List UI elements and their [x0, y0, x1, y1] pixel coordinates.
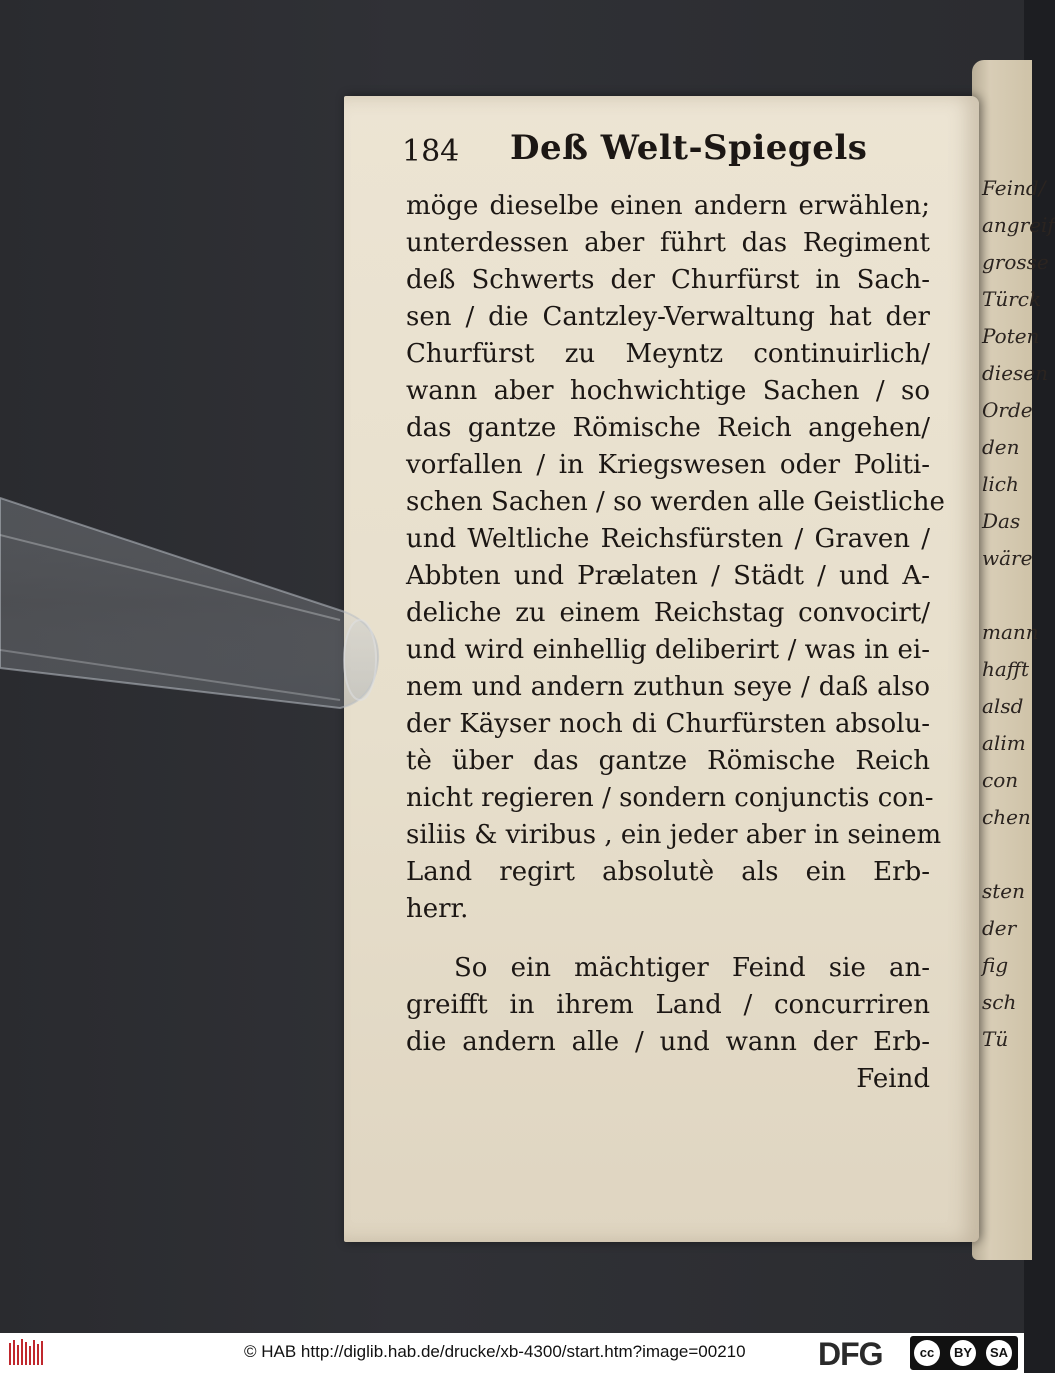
- text-line: deß Schwerts der Churfürst in Sach-: [406, 265, 930, 295]
- text-line: nem und andern zuthun seye / daß also: [406, 672, 930, 702]
- text-line: nicht regieren / sondern conjunctis con-: [406, 783, 934, 813]
- facing-page-fragment: lich: [982, 472, 1019, 496]
- facing-page-fragment: hafft: [982, 657, 1030, 681]
- text-line: unterdessen aber führt das Regiment: [406, 228, 930, 258]
- facing-page-fragment: [982, 836, 1028, 873]
- footer-bar: [0, 1333, 1024, 1373]
- text-line: möge dieselbe einen andern erwählen;: [406, 191, 930, 221]
- facing-page-fragment: Poten: [982, 324, 1040, 348]
- text-line: die andern alle / und wann der Erb-: [406, 1027, 930, 1057]
- facing-page-fragment: alim: [982, 731, 1026, 755]
- text-line: das gantze Römische Reich angehen/: [406, 413, 930, 443]
- text-line: und wird einhellig deliberirt / was in ei-: [406, 635, 930, 665]
- facing-page-fragment: wäre: [982, 546, 1033, 570]
- text-line: Land regirt absolutè als ein Erb-: [406, 857, 930, 887]
- dfg-logo: DFG: [818, 1336, 883, 1372]
- facing-page-fragment: Das: [982, 509, 1021, 533]
- facing-page-fragment: [982, 577, 1028, 614]
- facing-page-fragment: diesen: [982, 361, 1049, 385]
- facing-page-fragment: sch: [982, 990, 1017, 1014]
- running-head: Deß Welt-Spiegels: [510, 128, 868, 168]
- facing-page-fragment: Feind/: [982, 176, 1046, 200]
- facing-page-text: [982, 170, 1055, 1058]
- page-header: [402, 128, 942, 178]
- hab-library-logo: [8, 1337, 46, 1369]
- text-line: Abbten und Prælaten / Städt / und A-: [406, 561, 930, 591]
- facing-page-fragment: der: [982, 916, 1017, 940]
- facing-page-fragment: mann: [982, 620, 1039, 644]
- paragraph-gap: [406, 928, 930, 950]
- facing-page-fragment: Tü: [982, 1027, 1009, 1051]
- facing-page-fragment: Orde: [982, 398, 1033, 422]
- text-line: sen / die Cantzley-Verwaltung hat der: [406, 302, 930, 332]
- by-attribution-icon: BY: [950, 1340, 976, 1366]
- text-line: vorfallen / in Kriegswesen oder Politi-: [406, 450, 930, 480]
- cc-license-badge[interactable]: [910, 1336, 1018, 1370]
- copyright-link[interactable]: © HAB http://diglib.hab.de/drucke/xb-4300/start.htm?image=00210: [244, 1342, 746, 1361]
- text-line: So ein mächtiger Feind sie an-: [454, 953, 930, 983]
- text-line: deliche zu einem Reichstag convocirt/: [406, 598, 930, 628]
- text-line: siliis & viribus , ein jeder aber in seinem: [406, 820, 942, 850]
- page-body: [406, 188, 945, 1098]
- facing-page-fragment: fig: [982, 953, 1009, 977]
- facing-page-fragment: Türck: [982, 287, 1042, 311]
- sa-share-alike-icon: SA: [986, 1340, 1012, 1366]
- facing-page-fragment: alsd: [982, 694, 1024, 718]
- text-line: wann aber hochwichtige Sachen / so: [406, 376, 930, 406]
- facing-page-fragment: den: [982, 435, 1020, 459]
- facing-page-fragment: sten: [982, 879, 1026, 903]
- text-line: schen Sachen / so werden alle Geistliche: [406, 487, 945, 517]
- facing-page-fragment: grosse: [982, 250, 1049, 274]
- text-line: tè über das gantze Römische Reich: [406, 746, 930, 776]
- page-number: 184: [402, 134, 460, 169]
- catchword: Feind: [856, 1064, 930, 1094]
- text-line: greifft in ihrem Land / concurriren: [406, 990, 930, 1020]
- text-line: herr.: [406, 894, 469, 924]
- text-line: Churfürst zu Meyntz continuirlich/: [406, 339, 930, 369]
- cc-icon: cc: [914, 1340, 940, 1366]
- facing-page-fragment: angreif: [982, 213, 1055, 237]
- facing-page-fragment: chen: [982, 805, 1031, 829]
- text-line: der Käyser noch di Churfürsten absolu-: [406, 709, 930, 739]
- facing-page-fragment: con: [982, 768, 1019, 792]
- text-line: und Weltliche Reichsfürsten / Graven /: [406, 524, 930, 554]
